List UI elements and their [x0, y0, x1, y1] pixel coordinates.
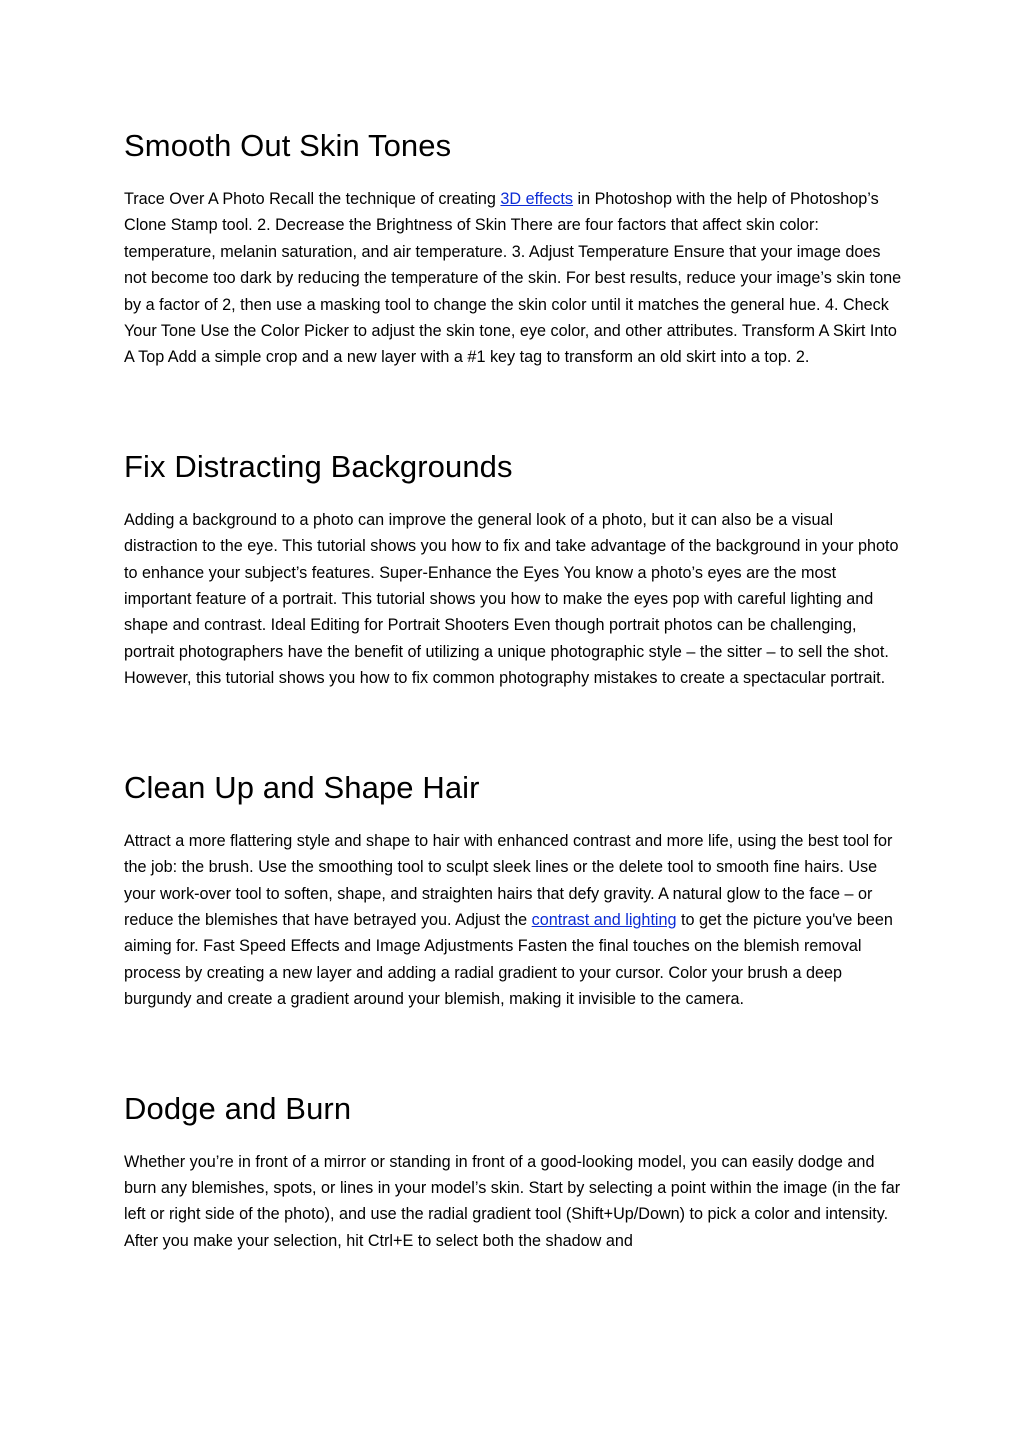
paragraph-dodge-burn: Whether you’re in front of a mirror or standing in front of a good-looking model, you can easily dodge and burn any blemishes, spots, or lines in your model’s skin. Start by selecting a point within the image (in the far left or right side of the photo), and use the radial gradient tool (Shift+Up/Down) to pick a color and intensity. After you make your selection, hit Ctrl+E to select both the shadow and	[124, 1152, 901, 1250]
section-smooth-skin	[124, 124, 904, 371]
section-dodge-burn	[124, 1087, 904, 1255]
section-hair	[124, 766, 904, 1013]
paragraph-text: Trace Over A Photo Recall the technique of creating	[124, 190, 501, 208]
heading-smooth-skin: Smooth Out Skin Tones	[124, 128, 452, 163]
paragraph-text: Attract a more flattering style and shape to hair with enhanced contrast and more life, using the best tool for the job: the brush. Use the smoothing tool to sculpt sleek lines or the delete tool to smooth fine hairs. Use your work-over tool to soften, shape, and straighten hairs that defy gravity. A natural glow to the face – or reduce the blemishes that have betrayed you. Adjust the	[124, 831, 893, 929]
heading-dodge-burn: Dodge and Burn	[124, 1090, 352, 1126]
document-body	[124, 124, 904, 1328]
paragraph-text: to get the picture you've been aiming for. Fast Speed Effects and Image Adjustments Fasten the final touches on the blemish removal process by creating a new layer and adding a radial gradient to your cursor. Color your brush a deep burgundy and create a gradient around your blemish, making it invisible to the camera.	[124, 910, 893, 1009]
heading-hair: Clean Up and Shape Hair	[124, 769, 480, 805]
paragraph-text: in Photoshop with the help of Photoshop’s Clone Stamp tool. 2. Decrease the Brightness of Skin There are four factors that affect skin color: temperature, melanin saturation, and air temperature. 3. Adjust Temperature Ensure that your image does not become too dark by reducing the temperature of the skin. For best results, reduce your image’s skin tone by a factor of 2, then use a masking tool to change the skin color until it matches the general hue. 4. Check Your Tone Use the Color Picker to adjust the skin tone, eye color, and other attributes. Transform A Skirt Into A Top Add a simple crop and a new layer with a #1 key tag to transform an old skirt into a top. 2.	[124, 190, 902, 367]
link-3d-effects[interactable]: 3D effects	[500, 190, 574, 208]
section-backgrounds	[124, 445, 904, 692]
paragraph-backgrounds: Adding a background to a photo can improve the general look of a photo, but it can also be a visual distraction to the eye. This tutorial shows you how to fix and take advantage of the background in your photo to enhance your subject’s features. Super-Enhance the Eyes You know a photo’s eyes are the most important feature of a portrait. This tutorial shows you how to make the eyes pop with careful lighting and shape and contrast. Ideal Editing for Portrait Shooters Even though portrait photos can be challenging, portrait photographers have the benefit of utilizing a unique photographic style – the sitter – to sell the shot. However, this tutorial shows you how to fix common photography mistakes to create a spectacular portrait.	[124, 510, 899, 688]
link-contrast-lighting[interactable]: contrast and lighting	[531, 910, 677, 929]
paragraph-hair	[124, 828, 904, 1013]
heading-backgrounds: Fix Distracting Backgrounds	[124, 448, 513, 484]
paragraph-smooth-skin	[124, 186, 904, 371]
